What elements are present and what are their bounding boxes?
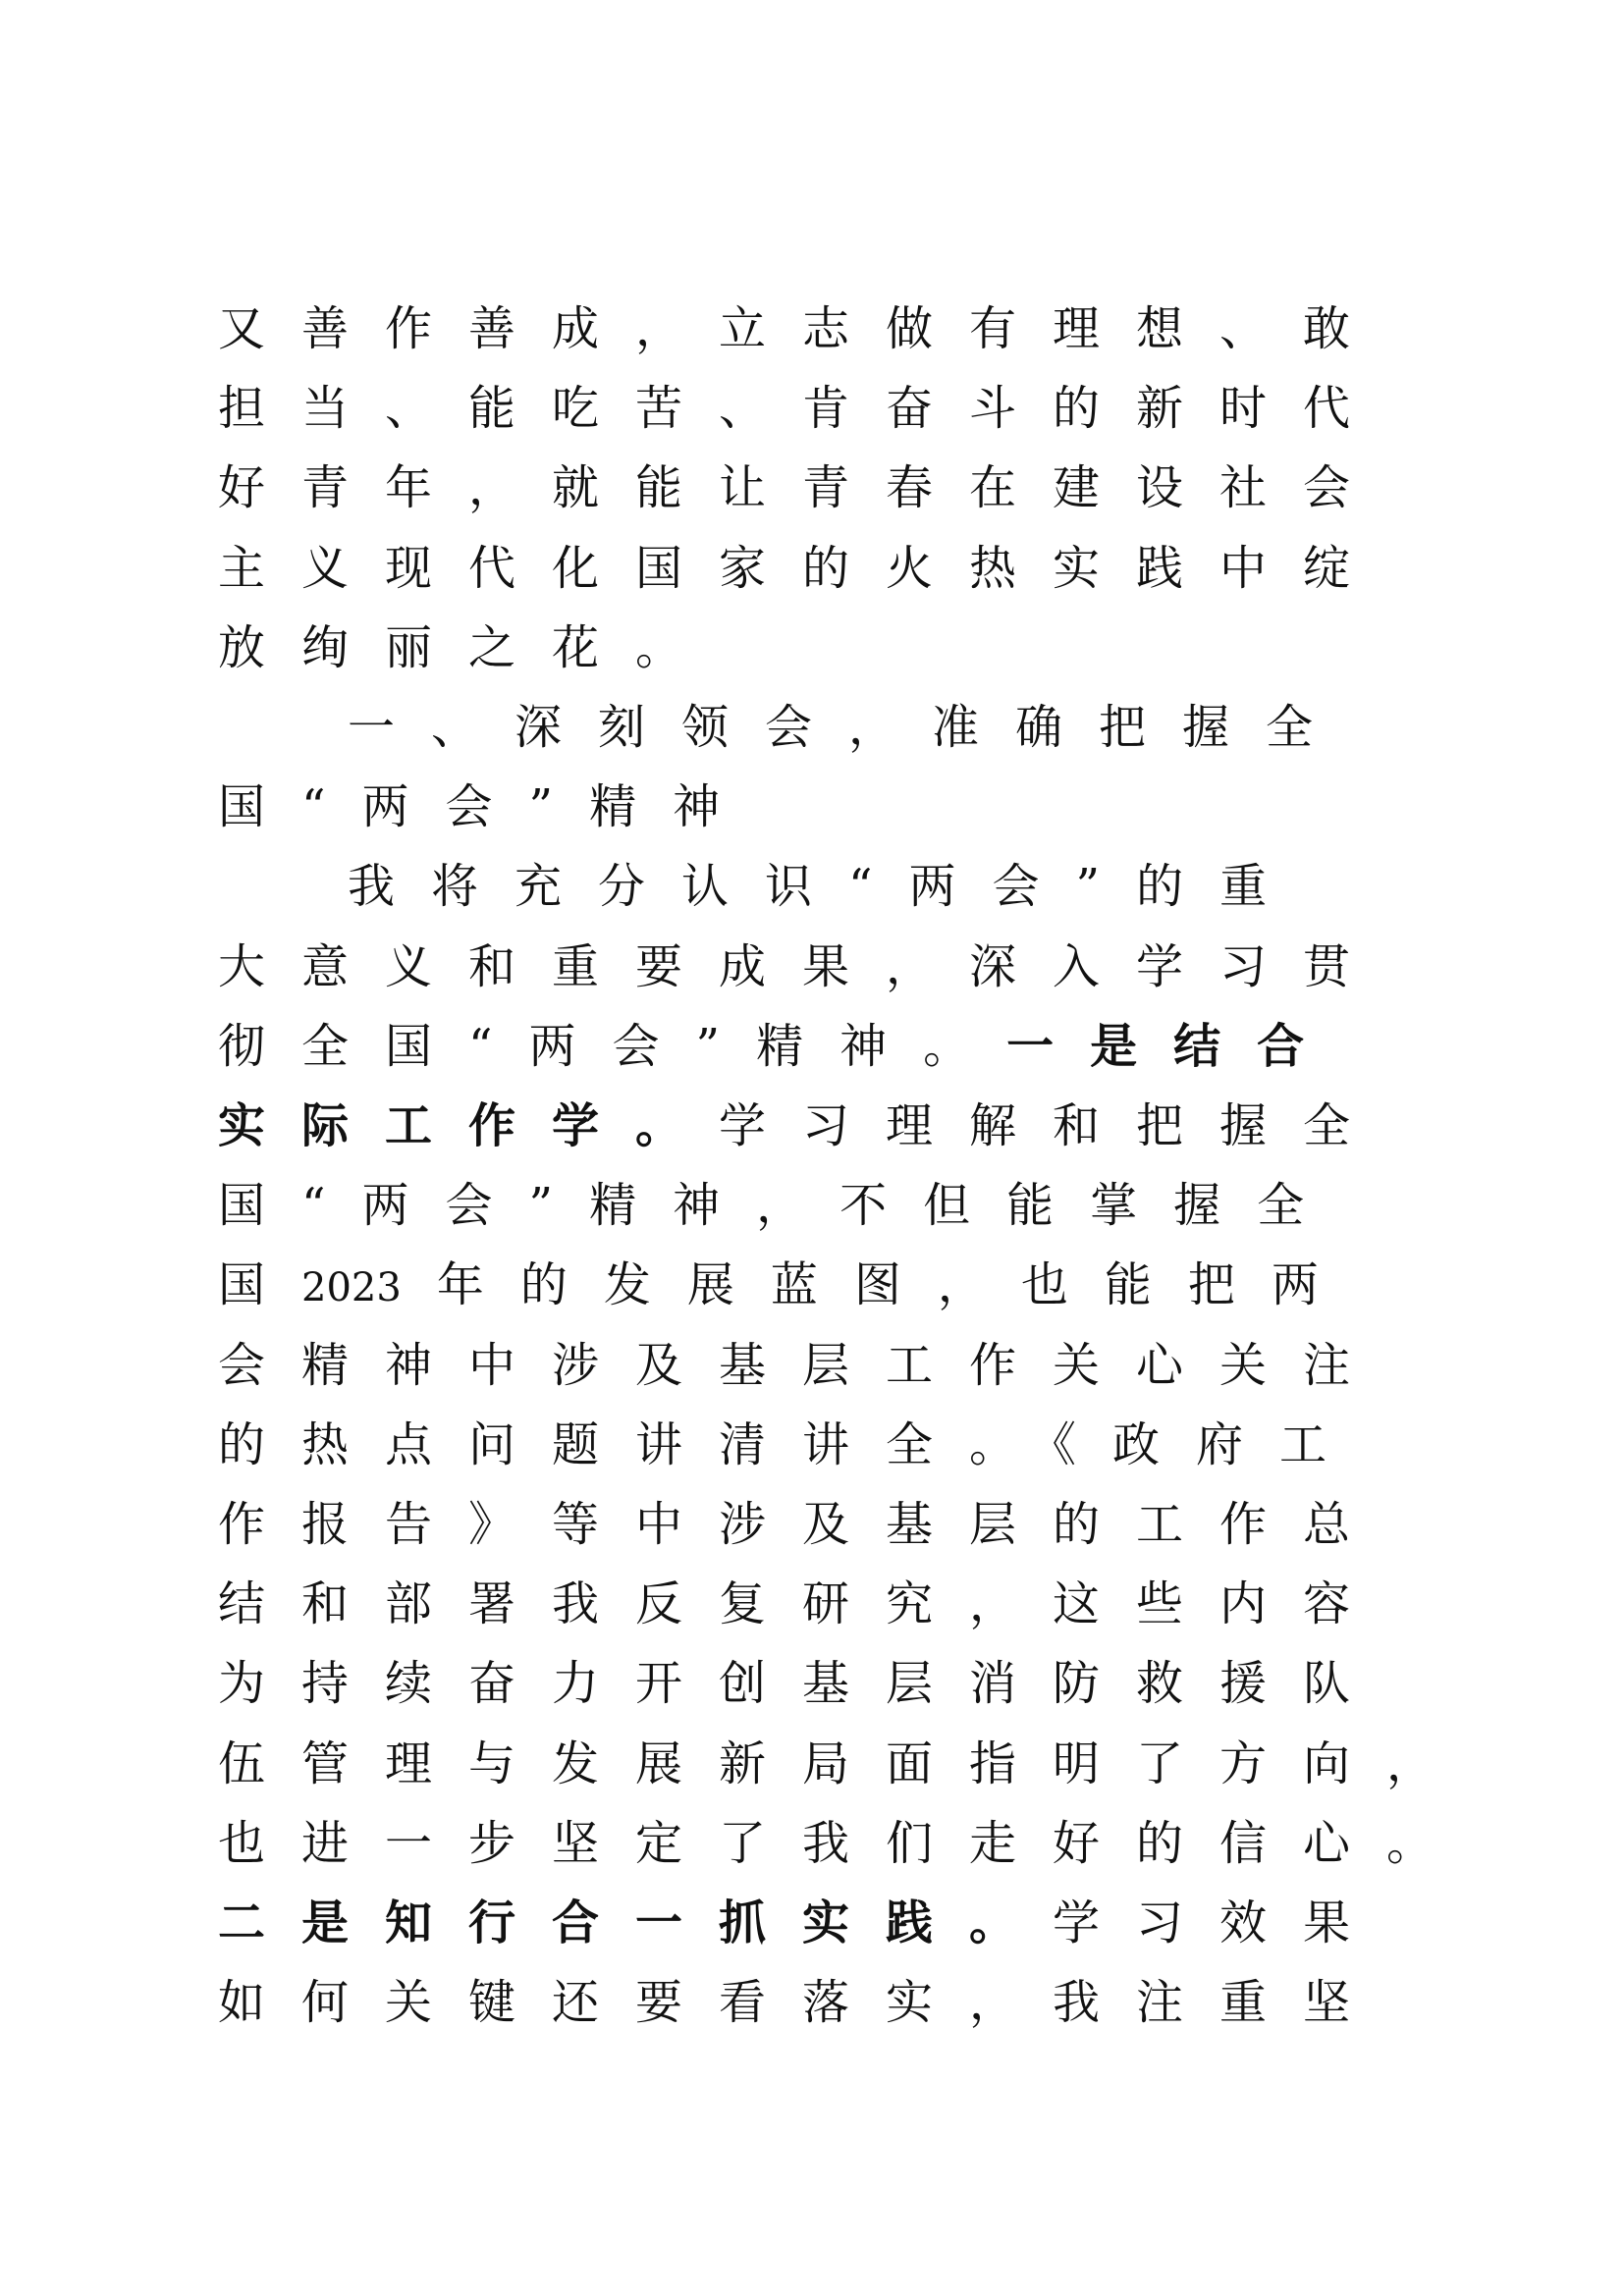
- text-line: [218, 1415, 1386, 1474]
- text-segment: 担当、能吃苦、肯奋斗的新时代: [218, 381, 1387, 437]
- text-segment: 会精神中涉及基层工作关心关注: [218, 1337, 1387, 1393]
- text-segment: 年的发展蓝图，也能把两: [436, 1257, 1355, 1313]
- text-segment: 好青年，就能让青春在建设社会: [218, 460, 1387, 516]
- text-segment: 为持续奋力开创基层消防救援队: [218, 1656, 1387, 1712]
- text-segment: 又善作善成，立志做有理想、敢: [218, 301, 1387, 356]
- text-line: [218, 379, 1386, 438]
- text-line: [218, 937, 1386, 996]
- text-line: [218, 1654, 1386, 1713]
- text-segment: 2023: [301, 1265, 402, 1311]
- bold-text-segment: 二是知行合一抓实践。: [218, 1896, 1054, 1950]
- bold-text-segment: 一是结合: [1006, 1018, 1341, 1074]
- text-segment: 一、深刻领会，准确把握全: [348, 700, 1350, 755]
- text-segment: 国“两会”精神: [218, 779, 757, 835]
- text-segment: 放绚丽之花。: [218, 619, 720, 675]
- text-line: [218, 1575, 1386, 1633]
- text-line: [348, 698, 1516, 757]
- text-line: [218, 1894, 1386, 1952]
- text-line: [218, 1973, 1386, 2032]
- text-segment: 主义现代化国家的火热实践中绽: [218, 540, 1387, 596]
- text-line: [218, 1495, 1386, 1554]
- text-segment: 也进一步坚定了我们走好的信心。: [218, 1815, 1471, 1871]
- text-segment: 结和部署我反复研究，这些内容: [218, 1576, 1387, 1632]
- text-line: [348, 857, 1516, 916]
- text-segment: 作报告》等中涉及基层的工作总: [218, 1497, 1387, 1552]
- text-line: [218, 539, 1386, 598]
- text-segment: 学习效果: [1053, 1896, 1387, 1950]
- text-line: [218, 1017, 1386, 1076]
- text-line: [218, 1176, 1386, 1235]
- text-segment: 伍管理与发展新局面指明了方向，: [218, 1735, 1471, 1791]
- text-segment: 大意义和重要成果，深入学习贯: [218, 938, 1387, 994]
- text-segment: 彻全国“两会”精神。: [218, 1018, 1007, 1074]
- text-line: [218, 1096, 1386, 1155]
- text-line: [218, 299, 1386, 358]
- text-line: [218, 777, 1386, 836]
- text-segment: 如何关键还要看落实，我注重坚: [218, 1975, 1387, 2031]
- text-segment: 我将充分认识“两会”的重: [348, 859, 1304, 915]
- text-segment: 国: [218, 1257, 302, 1313]
- text-line: [218, 1735, 1471, 1793]
- text-line: [218, 618, 1386, 677]
- text-line: [218, 458, 1386, 517]
- text-line: [218, 1336, 1386, 1395]
- bold-text-segment: 实际工作学。: [218, 1098, 720, 1153]
- text-line: [218, 1255, 1386, 1314]
- text-segment: 国“两会”精神，不但能掌握全: [218, 1178, 1341, 1234]
- text-segment: 的热点问题讲清讲全。《政府工: [218, 1416, 1364, 1472]
- text-line: [218, 1814, 1471, 1873]
- text-segment: 学习理解和把握全: [719, 1098, 1387, 1153]
